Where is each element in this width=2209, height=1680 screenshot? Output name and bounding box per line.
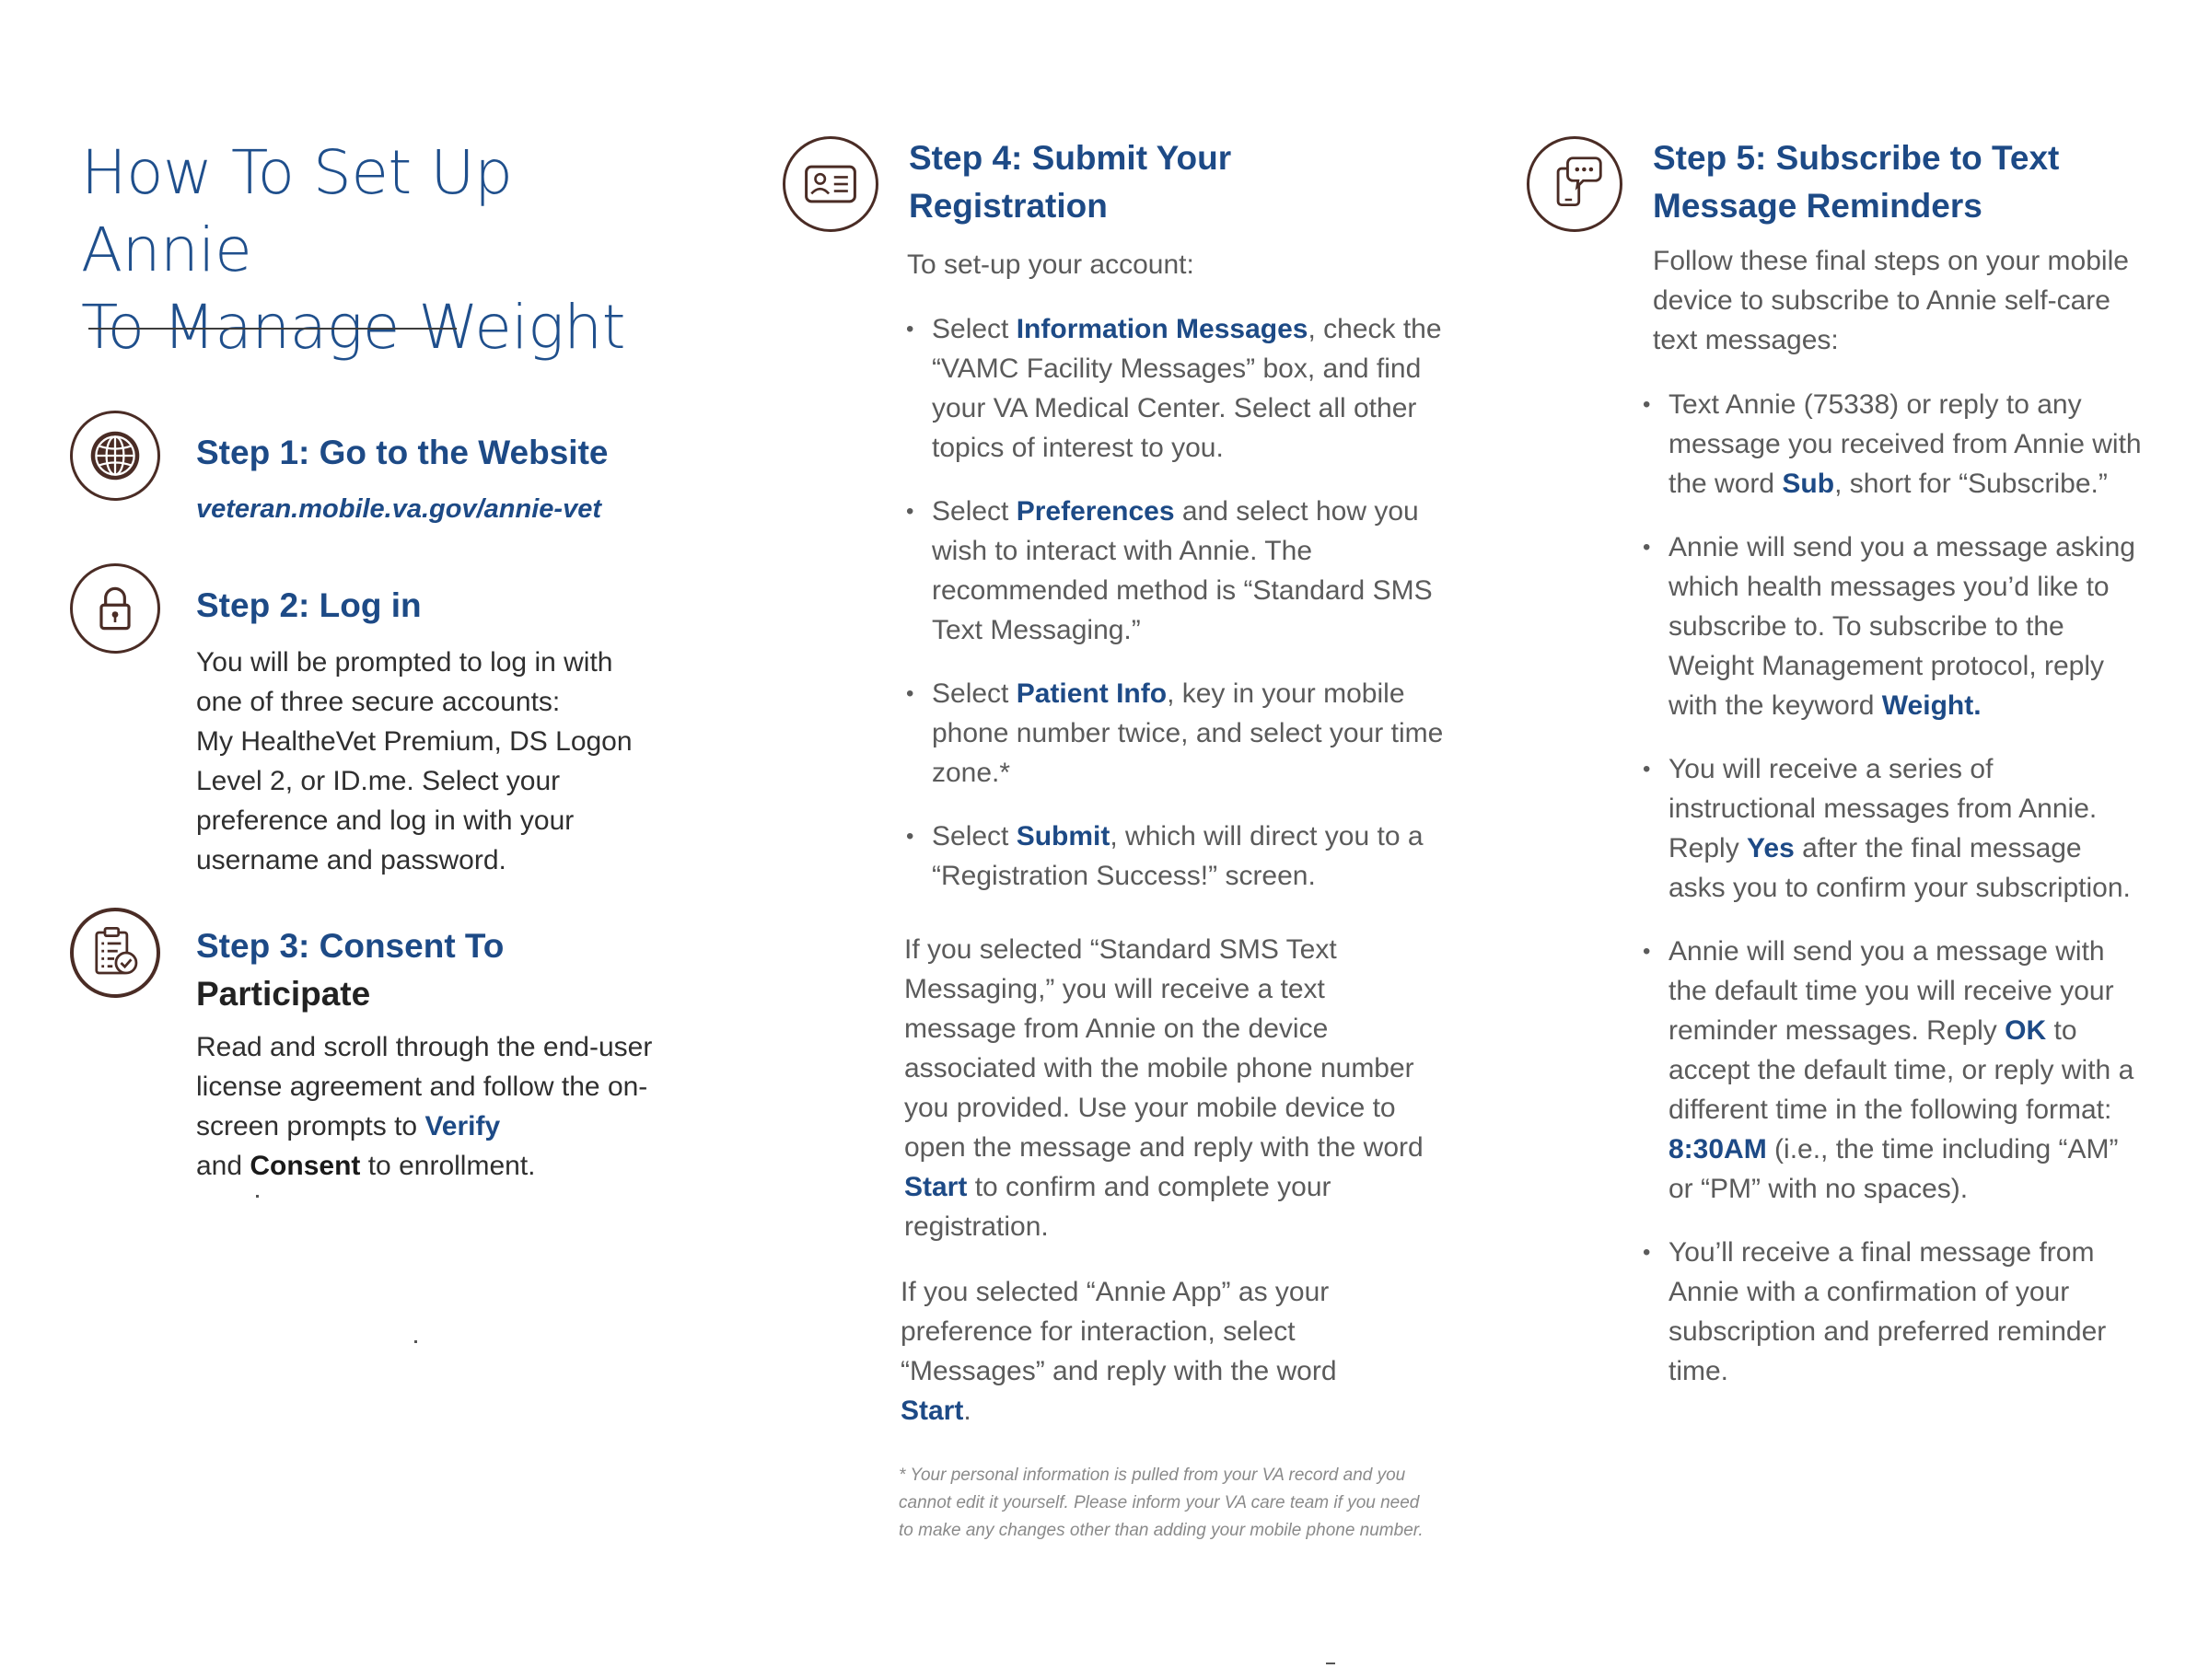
list-item: • Text Annie (75338) or reply to any message you received from Annie with the word Sub, short for “Subscribe.”	[1641, 385, 2145, 504]
page-title	[81, 134, 670, 366]
list-item: • Select Submit, which will direct you to a “Registration Success!” screen.	[904, 817, 1457, 896]
scan-speck	[414, 1340, 417, 1343]
step2-line-2: one of three secure accounts:	[196, 687, 561, 717]
step3-body	[196, 1027, 670, 1186]
step4-heading	[909, 134, 1231, 230]
information-messages-keyword: Information Messages	[1016, 314, 1308, 344]
scan-speck	[1326, 1663, 1335, 1664]
title-line-1: How To Set Up Annie	[81, 137, 513, 285]
step4-heading-line-1: Step 4: Submit Your	[909, 139, 1232, 177]
list-item: • Annie will send you a message asking which health messages you’d like to subscribe to. To subscribe to the Weight Management protocol, reply with the keyword Weight.	[1641, 527, 2145, 725]
preferences-keyword: Preferences	[1016, 496, 1175, 527]
step2-line-6: username and password.	[196, 845, 506, 875]
sub-keyword: Sub	[1782, 469, 1835, 499]
step4-list	[904, 309, 1457, 920]
list-item: • Select Preferences and select how you wish to interact with Annie. The recommended method is “Standard SMS Text Messaging.”	[904, 492, 1457, 650]
weight-keyword: Weight.	[1881, 690, 1982, 721]
submit-keyword: Submit	[1016, 821, 1110, 852]
ok-keyword: OK	[2005, 1015, 2047, 1046]
start-keyword-app: Start	[901, 1396, 964, 1426]
list-item: • You will receive a series of instructional messages from Annie. Reply Yes after the final message asks you to confirm your subscription.	[1641, 749, 2145, 908]
step4-heading-line-2: Registration	[909, 187, 1108, 225]
list-item: • You’ll receive a final message from Annie with a confirmation of your subscription and preferred reminder time.	[1641, 1233, 2145, 1391]
step3-text-a: Read and scroll through the end-user license agreement and follow the on-screen prompts to	[196, 1032, 653, 1141]
step2-line-3: My HealtheVet Premium, DS Logon	[196, 726, 633, 757]
title-line-2: To Manage Weight	[81, 292, 625, 363]
globe-icon	[70, 411, 160, 501]
step2-line-4: Level 2, or ID.me. Select your	[196, 766, 561, 796]
step2-heading: Step 2: Log in	[196, 586, 422, 624]
step5-list	[1641, 385, 2145, 1415]
step3-heading-line-1: Step 3: Consent To	[196, 927, 505, 965]
step4-sms-paragraph: If you selected “Standard SMS Text Messaging,” you will receive a text message from Annie on the device associated with the mobile phone number you provided. Use your mobile device to open the message and reply with the word Start to confirm and complete your registration.	[904, 934, 1424, 1242]
patient-info-keyword: Patient Info	[1016, 678, 1168, 709]
step4-intro: To set-up your account:	[907, 249, 1194, 280]
website-link[interactable]: veteran.mobile.va.gov/annie-vet	[196, 494, 601, 524]
step5-intro: Follow these final steps on your mobile device to subscribe to Annie self-care text messages:	[1653, 246, 2129, 355]
step3-text-b: to enrollment.	[360, 1151, 536, 1181]
step1-heading: Step 1: Go to the Website	[196, 434, 609, 471]
step3-text-and: and	[196, 1151, 250, 1181]
list-item: • Select Information Messages, check the “VAMC Facility Messages” box, and find your VA Medical Center. Select all other topics of interest to you.	[904, 309, 1457, 468]
title-divider	[88, 328, 457, 330]
step4-app-paragraph: If you selected “Annie App” as your preference for interaction, select “Messages” and reply with the word Start.	[901, 1277, 1337, 1426]
start-keyword: Start	[904, 1172, 968, 1202]
phone-chat-icon	[1527, 136, 1622, 232]
step3-heading	[196, 922, 504, 1018]
step5-heading	[1653, 134, 2059, 230]
step3-heading-line-2: Participate	[196, 975, 371, 1013]
step2-line-1: You will be prompted to log in with	[196, 647, 613, 678]
id-card-icon	[783, 136, 878, 232]
step5-heading-line-1: Step 5: Subscribe to Text	[1653, 139, 2060, 177]
list-item: • Annie will send you a message with the default time you will receive your reminder messages. Reply OK to accept the default time, or reply with a different time in the following format: 8:30AM (i.e., the time including “AM” or “PM” with no spaces).	[1641, 932, 2145, 1209]
scan-speck	[256, 1195, 259, 1198]
clipboard-check-icon	[70, 908, 160, 998]
yes-keyword: Yes	[1747, 833, 1795, 863]
list-item: • Select Patient Info, key in your mobile phone number twice, and select your time zone.*	[904, 674, 1457, 793]
step2-line-5: preference and log in with your	[196, 805, 575, 836]
footnote: * Your personal information is pulled from your VA record and you cannot edit it yourself. Please inform your VA care team if you need to make any changes other than adding your mobile phone number.	[899, 1466, 1424, 1540]
lock-icon	[70, 563, 160, 654]
consent-keyword: Consent	[250, 1151, 361, 1181]
step5-heading-line-2: Message Reminders	[1653, 187, 1982, 225]
step2-body	[196, 643, 712, 880]
verify-keyword: Verify	[424, 1111, 501, 1141]
time-format-keyword: 8:30AM	[1668, 1134, 1767, 1164]
